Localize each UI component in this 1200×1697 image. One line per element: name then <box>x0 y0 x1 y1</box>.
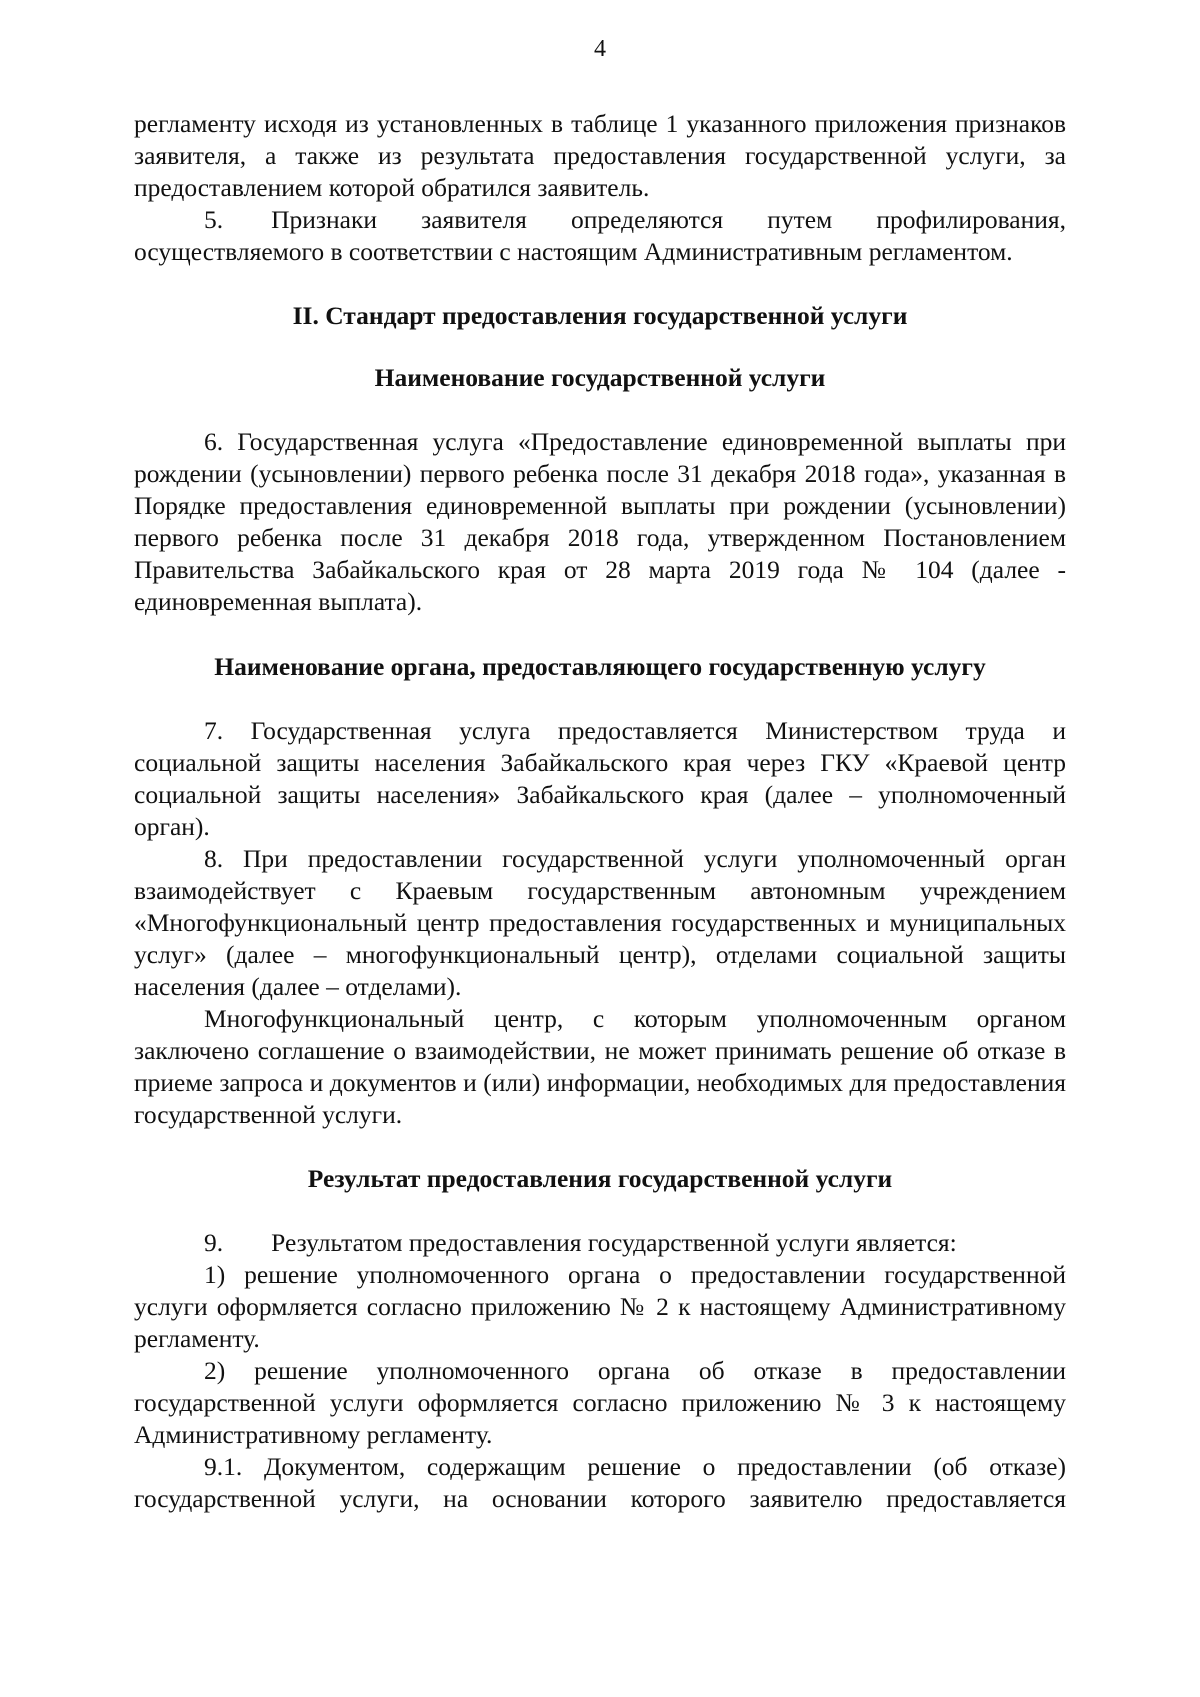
paragraph-9-1: 9.1. Документом, содержащим решение о предоставлении (об отказе) государственной услуги, на основании которого заявителю предоставляется <box>134 1452 1066 1513</box>
paragraph-5-number: 5. <box>204 205 224 234</box>
paragraph-8: 8. При предоставлении государственной услуги уполномоченный орган взаимодействует с Краевым государственным автономным учреждением «Многофункциональный центр предоставления государственных и муниципальных услуг» (далее – многофункциональный центр), отделами социальной защиты населения (далее – отделами). <box>134 844 1066 1001</box>
document-body <box>134 108 1066 1515</box>
paragraph-9 <box>134 1227 1066 1259</box>
paragraph-5 <box>134 204 1066 268</box>
subheading-result: Результат предоставления государственной услуги <box>307 1164 893 1193</box>
paragraph-9-item-2: 2) решение уполномоченного органа об отказе в предоставлении государственной услуги оформляется согласно приложению № 3 к настоящему Административному регламенту. <box>134 1356 1066 1449</box>
paragraph-8-mfc: Многофункциональный центр, с которым уполномоченным органом заключено соглашение о взаимодействии, не может принимать решение об отказе в приеме запроса и документов и (или) информации, необходимых для предоставления государственной услуги. <box>134 1004 1066 1129</box>
paragraph-9-item-1: 1) решение уполномоченного органа о предоставлении государственной услуги оформляется согласно приложению № 2 к настоящему Административному регламенту. <box>134 1260 1066 1353</box>
paragraph-9-text: Результатом предоставления государственной услуги является: <box>271 1228 957 1257</box>
subheading-organ-name: Наименование органа, предоставляющего государственную услугу <box>214 652 986 681</box>
section-heading: II. Стандарт предоставления государственной услуги <box>292 301 908 330</box>
paragraph-continuation: регламенту исходя из установленных в таблице 1 указанного приложения признаков заявителя, а также из результата предоставления государственной услуги, за предоставлением которой обратился заявитель. <box>134 109 1066 202</box>
paragraph-7: 7. Государственная услуга предоставляется Министерством труда и социальной защиты населения Забайкальского края через ГКУ «Краевой центр социальной защиты населения» Забайкальского края (далее – уполномоченный орган). <box>134 716 1066 841</box>
paragraph-9-number: 9. <box>204 1228 224 1257</box>
subheading-service-name: Наименование государственной услуги <box>374 363 826 392</box>
paragraph-6: 6. Государственная услуга «Предоставление единовременной выплаты при рождении (усыновлении) первого ребенка после 31 декабря 2018 года», указанная в Порядке предоставления единовременной выплаты при рождении (усыновлении) первого ребенка после 31 декабря 2018 года, утвержденном Постановлением Правительства Забайкальского края от 28 марта 2019 года № 104 (далее - единовременная выплата). <box>134 427 1066 616</box>
page-number: 4 <box>594 36 606 62</box>
paragraph-5-text: Признаки заявителя определяются путем профилирования, осуществляемого в соответствии с настоящим Административным регламентом. <box>134 205 1066 266</box>
